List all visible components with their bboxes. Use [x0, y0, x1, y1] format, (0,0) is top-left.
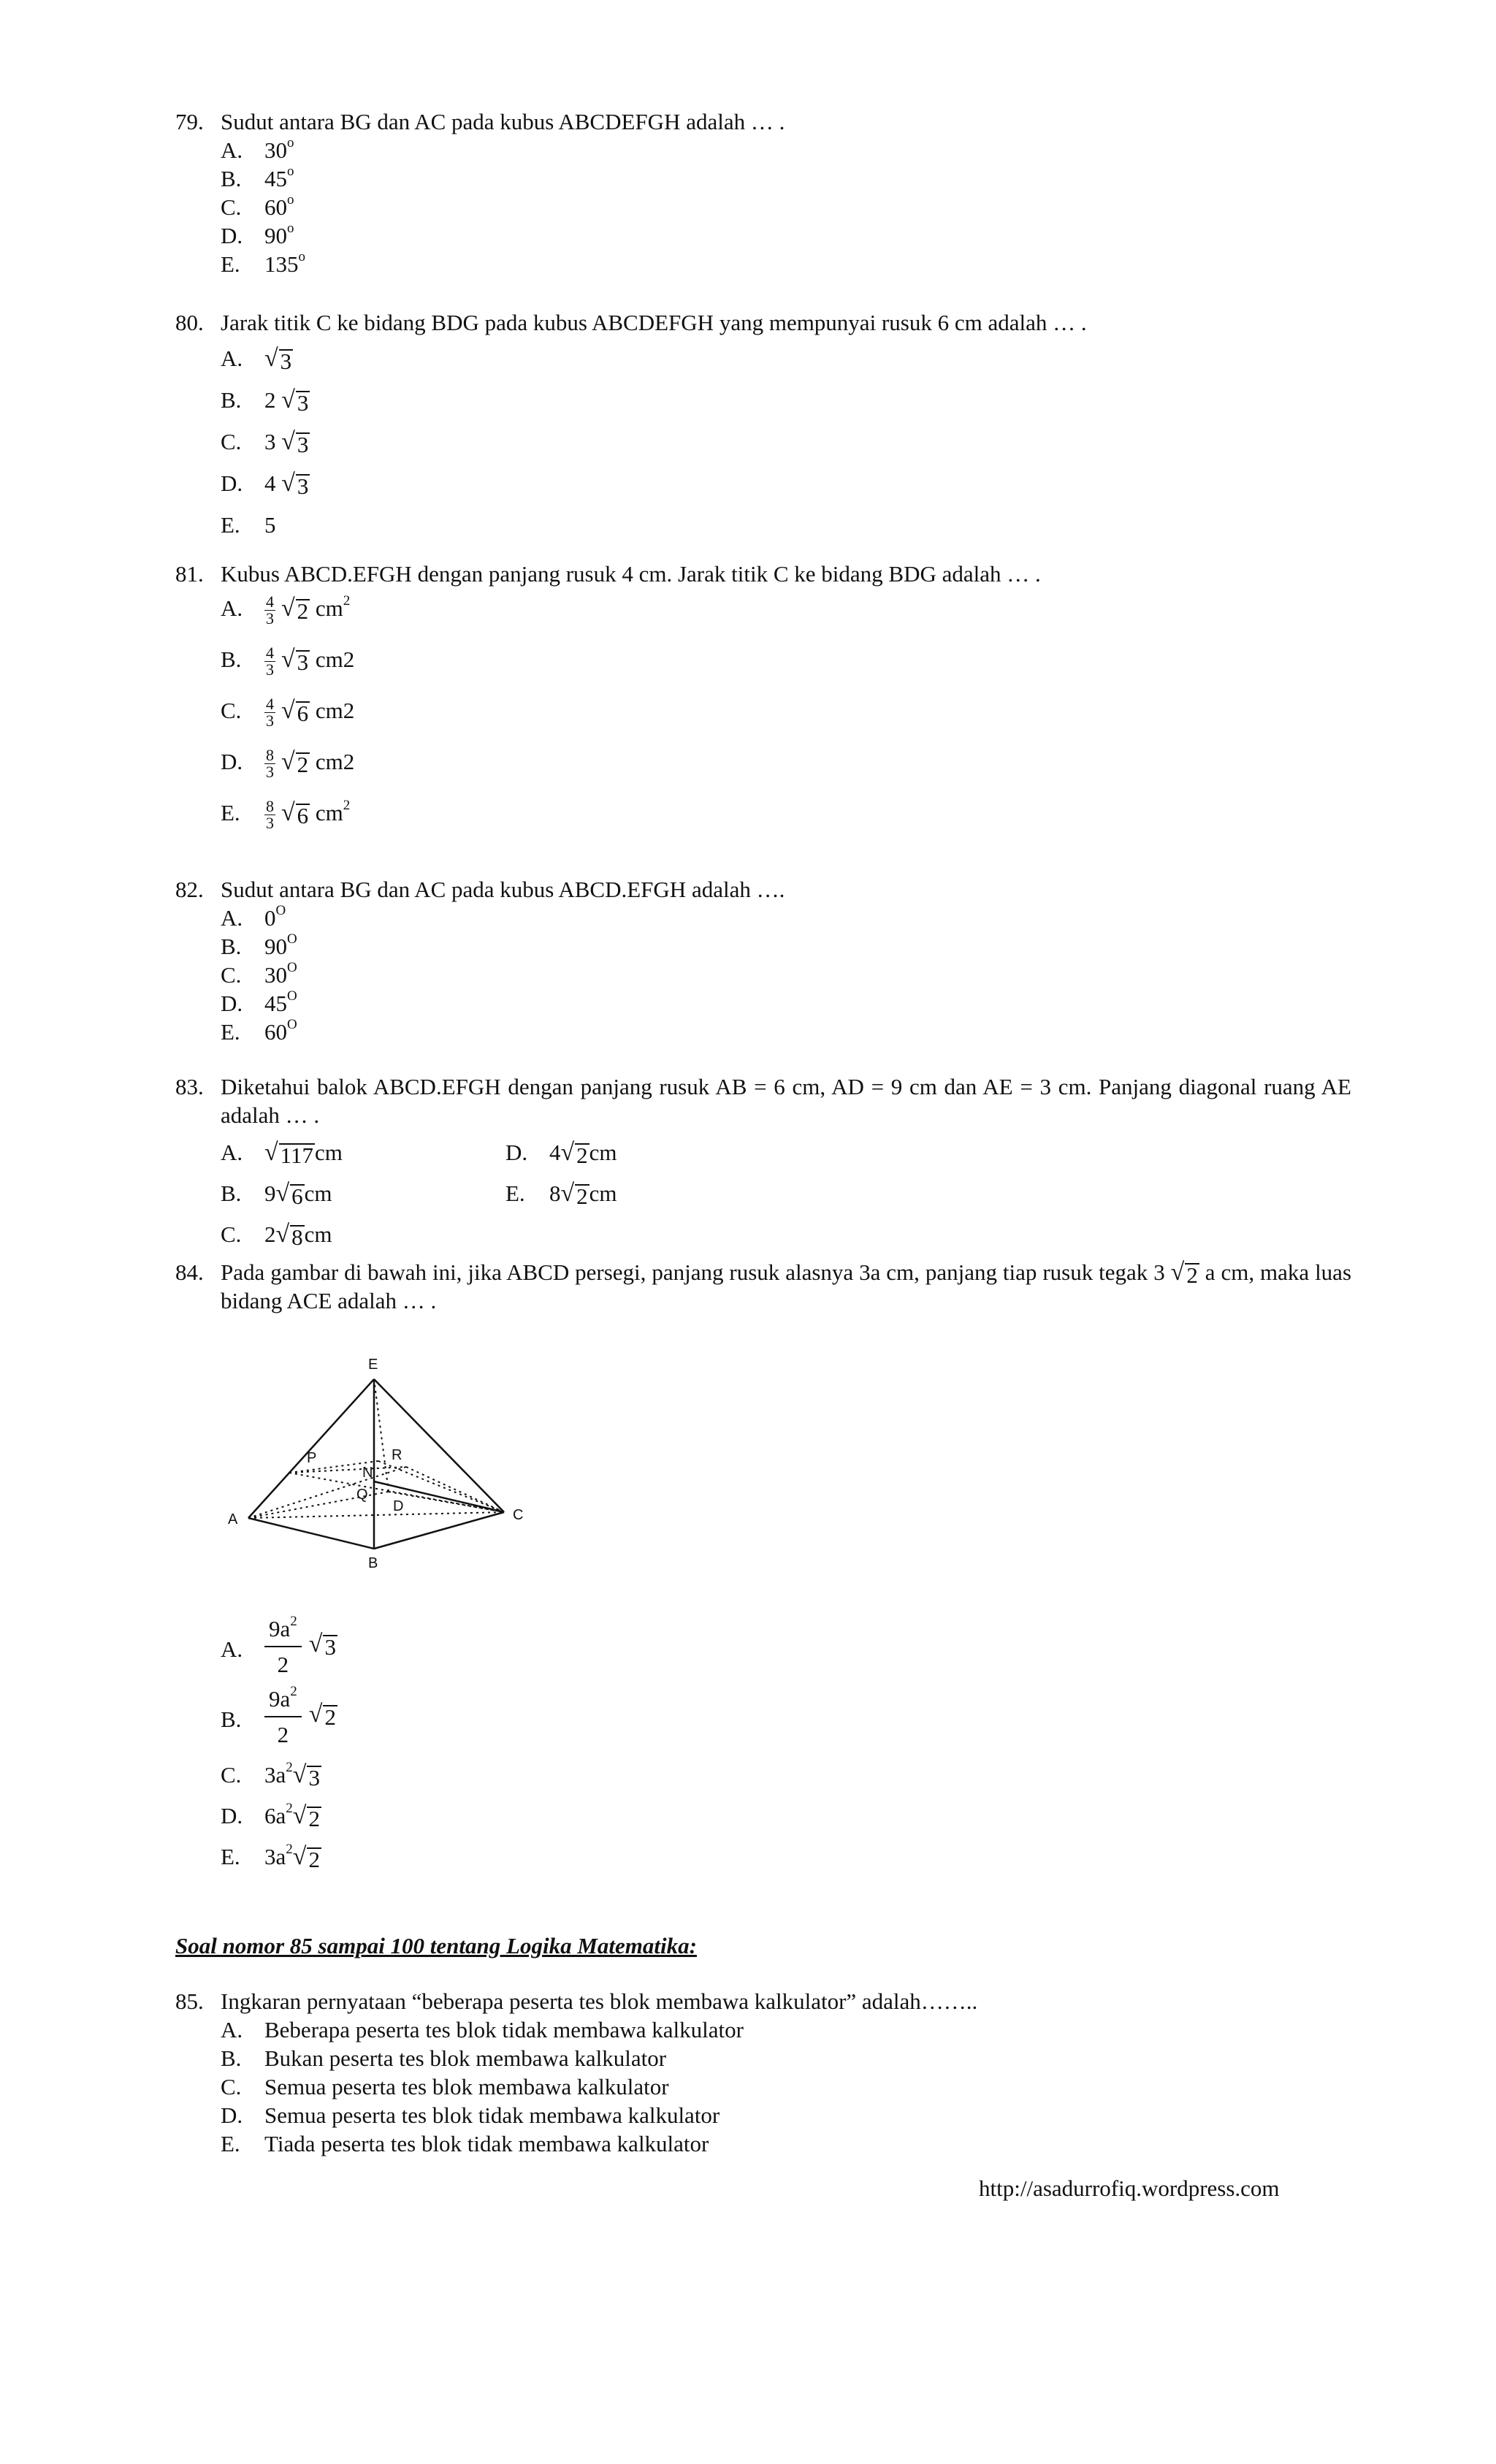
- option-e: E. $3a^2$ √ 2: [221, 1841, 320, 1872]
- option-e: E. 135$^o$: [221, 248, 305, 277]
- option-e: E. 8 √ 2 cm: [505, 1180, 617, 1209]
- option-a: A. $\frac{4}{3}$ √ 2 $cm^2$: [221, 592, 351, 628]
- option-b: B. $90^O$: [221, 931, 297, 959]
- option-b: B. 9 √ 6 cm: [221, 1180, 332, 1209]
- vertex-label-b: B: [368, 1555, 378, 1571]
- fraction: $\frac{4}{3}$: [266, 695, 274, 731]
- question-number: 80.: [175, 310, 204, 335]
- options: [221, 2015, 1351, 2158]
- option-e: E. $\frac{8}{3}$ √ 6 $cm^2$: [221, 797, 351, 833]
- options-two-column: [221, 1134, 1351, 1258]
- question-text: Sudut antara BG dan AC pada kubus ABCD.EFGH adalah ….: [221, 877, 785, 902]
- question-82: [175, 875, 1351, 1046]
- question-83: [175, 1072, 1351, 1258]
- question-84-options: [175, 1614, 1351, 1883]
- option-e: E. Tiada peserta tes blok tidak membawa kalkulator: [221, 2131, 709, 2156]
- option-a: A. √ 3: [221, 345, 292, 374]
- pyramid-hidden-edges: [248, 1379, 504, 1518]
- option-d: D. 4 √ 3: [221, 470, 309, 499]
- fraction: $\frac{8}{3}$: [266, 797, 274, 833]
- options: [221, 344, 1351, 539]
- section-heading: Soal nomor 85 sampai 100 tentang Logika Matematika:: [175, 1933, 697, 1958]
- sqrt-expression: √ 3: [308, 1630, 336, 1660]
- sqrt-expression: √ 2: [308, 1701, 336, 1731]
- sqrt-expression: √ 6: [275, 1180, 303, 1209]
- question-84: [175, 1258, 1351, 1315]
- question-80: [175, 308, 1351, 539]
- sqrt-expression: √ 2: [292, 1843, 320, 1872]
- question-text: Ingkaran pernyataan “beberapa peserta tes blok membawa kalkulator” adalah……..: [221, 1988, 978, 2014]
- option-b: B. $\frac{4}{3}$ √ 3 cm2: [221, 644, 355, 679]
- option-b: B. 2 √ 3: [221, 386, 309, 416]
- fraction: $\frac{8}{3}$: [266, 746, 274, 782]
- sqrt-expression: √ 8: [275, 1221, 303, 1250]
- question-number: 82.: [175, 877, 204, 902]
- vertex-label-p: P: [307, 1450, 317, 1466]
- sqrt-expression: √ 3: [281, 470, 309, 499]
- option-a: A. 30$^o$: [221, 134, 294, 163]
- question-81: [175, 560, 1351, 850]
- sqrt-expression: √ 6: [281, 799, 309, 828]
- option-a: A. √ 117 cm: [221, 1139, 343, 1168]
- option-d: D. $45^O$: [221, 988, 297, 1016]
- question-text: Jarak titik C ke bidang BDG pada kubus ABCDEFGH yang mempunyai rusuk 6 cm adalah … .: [221, 310, 1087, 335]
- option-d: D. $\frac{8}{3}$ √ 2 cm2: [221, 746, 355, 782]
- option-b: B. Bukan peserta tes blok membawa kalkulator: [221, 2045, 667, 2071]
- option-a: A. Beberapa peserta tes blok tidak membawa kalkulator: [221, 2017, 744, 2042]
- option-d: D. 4 √ 2 cm: [505, 1139, 617, 1168]
- fraction: $\frac{4}{3}$: [266, 592, 274, 628]
- pyramid-figure: [219, 1344, 548, 1585]
- question-number: 79.: [175, 109, 204, 134]
- option-a: A. $0^O$: [221, 902, 286, 931]
- option-e: E. 5: [221, 512, 276, 538]
- sqrt-expression: √ 6: [281, 697, 309, 726]
- sqrt-expression: √ 2: [560, 1139, 588, 1168]
- question-text: Sudut antara BG dan AC pada kubus ABCDEFGH adalah … .: [221, 109, 785, 134]
- vertex-label-r: R: [392, 1447, 402, 1463]
- question-number: 81.: [175, 561, 204, 587]
- question-79: [175, 107, 1351, 278]
- vertex-label-d: D: [393, 1498, 404, 1514]
- vertex-label-q: Q: [356, 1487, 368, 1503]
- sqrt-expression: √ 117: [264, 1139, 314, 1168]
- option-b: B. 45$^o$: [221, 163, 294, 191]
- fraction: $\frac{9a^2}{2}$: [264, 1685, 302, 1749]
- option-b: B. $\frac{9a^2}{2}$ √ 2: [221, 1683, 336, 1747]
- sqrt-expression: √ 2: [281, 595, 309, 624]
- options: [221, 136, 1351, 278]
- vertex-label-n: N: [362, 1465, 373, 1481]
- sqrt-expression: √ 3: [281, 386, 309, 416]
- options: [221, 1614, 1351, 1883]
- sqrt-expression: √ 3: [264, 345, 292, 374]
- option-d: D. Semua peserta tes blok tidak membawa kalkulator: [221, 2102, 720, 2128]
- sqrt-expression: √ 2: [560, 1180, 588, 1209]
- sqrt-expression: √ 2: [292, 1802, 320, 1831]
- options: [221, 904, 1351, 1046]
- question-number: 84.: [175, 1259, 204, 1285]
- option-d: D. 90$^o$: [221, 220, 294, 248]
- vertex-label-a: A: [228, 1511, 238, 1527]
- pyramid-solid-edges: [248, 1379, 504, 1549]
- question-85: [175, 1987, 1351, 2158]
- sqrt-expression: √ 3: [281, 646, 309, 675]
- option-c: C. 2 √ 8 cm: [221, 1221, 332, 1250]
- option-c: C. $3a^2$ √ 3: [221, 1759, 320, 1790]
- question-text: Diketahui balok ABCD.EFGH dengan panjang rusuk AB = 6 cm, AD = 9 cm dan AE = 3 cm. Panjang diagonal ruang AE adalah … .: [221, 1074, 1351, 1128]
- option-c: C. $30^O$: [221, 959, 297, 988]
- option-c: C. 60$^o$: [221, 191, 294, 220]
- options: [221, 594, 1351, 850]
- footer-url: http://asadurrofiq.wordpress.com: [979, 2175, 1280, 2201]
- vertex-label-c: C: [513, 1507, 524, 1523]
- question-text: Kubus ABCD.EFGH dengan panjang rusuk 4 cm. Jarak titik C ke bidang BDG adalah … .: [221, 561, 1041, 587]
- option-d: D. $6a^2$ √ 2: [221, 1800, 320, 1831]
- fraction: $\frac{9a^2}{2}$: [264, 1614, 302, 1679]
- question-number: 83.: [175, 1074, 204, 1099]
- option-a: A. $\frac{9a^2}{2}$ √ 3: [221, 1613, 336, 1677]
- option-e: E. $60^O$: [221, 1016, 297, 1045]
- sqrt-expression: √ 3: [281, 428, 309, 457]
- option-c: C. 3 √ 3: [221, 428, 309, 457]
- option-c: C. $\frac{4}{3}$ √ 6 cm2: [221, 695, 355, 731]
- sqrt-expression: √ 2: [1170, 1259, 1198, 1288]
- option-c: C. Semua peserta tes blok membawa kalkulator: [221, 2074, 669, 2099]
- fraction: $\frac{4}{3}$: [266, 644, 274, 679]
- question-number: 85.: [175, 1988, 204, 2014]
- vertex-label-e: E: [368, 1357, 378, 1373]
- question-text: Pada gambar di bawah ini, jika ABCD persegi, panjang rusuk alasnya 3a cm, panjang tiap rusuk tegak 3 √ 2 a cm, maka luas bidang ACE adalah … .: [221, 1259, 1352, 1313]
- sqrt-expression: √ 2: [281, 748, 309, 777]
- sqrt-expression: √ 3: [292, 1761, 320, 1790]
